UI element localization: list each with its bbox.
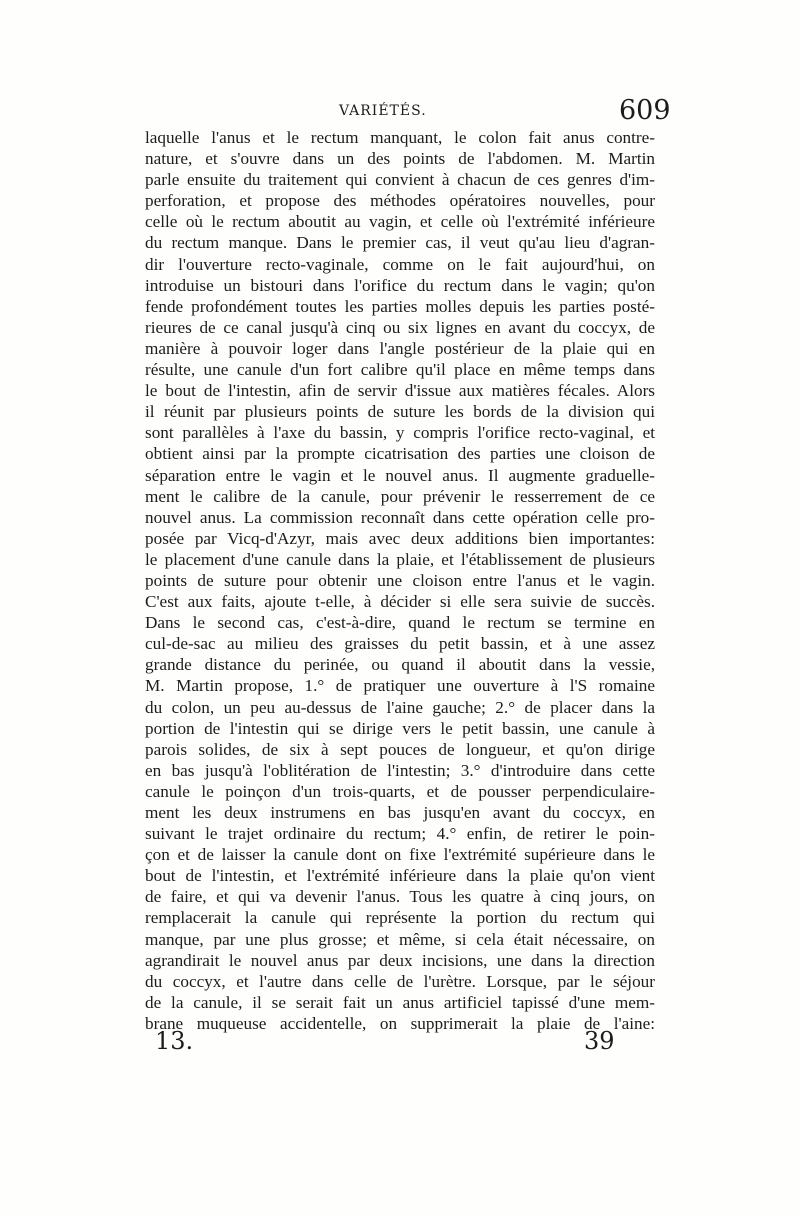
text-line: ment le calibre de la canule, pour prévenir le resserrement de ce: [145, 486, 655, 506]
body-text: [145, 127, 655, 1034]
text-line: obtient ainsi par la prompte cicatrisation des parties une cloison de: [145, 444, 655, 464]
text-line: séparation entre le vagin et le nouvel anus. Il augmente graduelle-: [145, 465, 655, 485]
text-line: fende profondément toutes les parties molles depuis les parties posté-: [145, 296, 655, 316]
text-line: cul-de-sac au milieu des graisses du petit bassin, et à une assez: [145, 634, 655, 654]
text-line: brane muqueuse accidentelle, on supprimerait la plaie de l'aine:: [145, 1013, 655, 1033]
text-line: agrandirait le nouvel anus par deux incisions, une dans la direction: [145, 950, 655, 970]
text-line: le placement d'une canule dans la plaie, et l'établissement de plusieurs: [145, 549, 655, 569]
text-line: M. Martin propose, 1.° de pratiquer une ouverture à l'S romaine: [145, 676, 655, 696]
text-line: introduise un bistouri dans l'orifice du rectum dans le vagin; qu'on: [145, 275, 655, 295]
text-line: le bout de l'intestin, afin de servir d'issue aux matières fécales. Alors: [145, 381, 655, 401]
text-line: de la canule, il se serait fait un anus artificiel tapissé d'une mem-: [145, 992, 655, 1012]
text-line: remplacerait la canule qui représente la portion du rectum qui: [145, 908, 655, 928]
text-line: laquelle l'anus et le rectum manquant, le colon fait anus contre-: [145, 128, 655, 147]
text-line: C'est aux faits, ajoute t-elle, à décider si elle sera suivie de succès.: [145, 592, 655, 612]
text-line: grande distance du perinée, ou quand il aboutit dans la vessie,: [145, 655, 655, 675]
text-line: perforation, et propose des méthodes opératoires nouvelles, pour: [145, 191, 655, 211]
text-line: de faire, et qui va devenir l'anus. Tous les quatre à cinq jours, on: [145, 887, 655, 907]
text-line: il réunit par plusieurs points de suture les bords de la division qui: [145, 402, 655, 422]
text-line: points de suture pour obtenir une cloison entre l'anus et le vagin.: [145, 570, 655, 590]
page-footer: [0, 1027, 800, 1067]
text-line: du coccyx, et l'autre dans celle de l'urètre. Lorsque, par le séjour: [145, 971, 655, 991]
text-line: celle où le rectum aboutit au vagin, et celle où l'extrémité inférieure: [145, 212, 655, 232]
running-title: VARIÉTÉS.: [339, 103, 427, 119]
text-line: bout de l'intestin, et l'extrémité inférieure dans la plaie qu'on vient: [145, 866, 655, 886]
page-number: 609: [619, 95, 671, 126]
text-line: manque, par une plus grosse; et même, si cela était nécessaire, on: [145, 929, 655, 949]
text-line: parois solides, de six à sept pouces de longueur, et qu'on dirige: [145, 739, 655, 759]
text-line: parle ensuite du traitement qui convient à chacun de ces genres d'im-: [145, 170, 655, 190]
text-line: sont parallèles à l'axe du bassin, y compris l'orifice recto-vaginal, et: [145, 423, 655, 443]
text-line: du rectum manque. Dans le premier cas, il veut qu'au lieu d'agran-: [145, 233, 655, 253]
sheet-number: 39: [584, 1027, 615, 1055]
text-line: nature, et s'ouvre dans un des points de l'abdomen. M. Martin: [145, 149, 655, 169]
text-line: en bas jusqu'à l'oblitération de l'intestin; 3.° d'introduire dans cette: [145, 760, 655, 780]
text-line: résulte, une canule d'un fort calibre qu'il place en même temps dans: [145, 360, 655, 380]
text-line: nouvel anus. La commission reconnaît dans cette opération celle pro-: [145, 507, 655, 527]
text-line: Dans le second cas, c'est-à-dire, quand le rectum se termine en: [145, 613, 655, 633]
text-line: ment les deux instrumens en bas jusqu'en avant du coccyx, en: [145, 803, 655, 822]
text-line: çon et de laisser la canule dont on fixe l'extrémité supérieure dans le: [145, 845, 655, 865]
text-line: rieures de ce canal jusqu'à cinq ou six lignes en avant du coccyx, de: [145, 317, 655, 337]
signature-mark: 13.: [155, 1027, 194, 1055]
text-line: portion de l'intestin qui se dirige vers le petit bassin, une canule à: [145, 718, 655, 738]
text-line: canule le poinçon d'un trois-quarts, et de pousser perpendiculaire-: [145, 781, 655, 801]
text-line: suivant le trajet ordinaire du rectum; 4.° enfin, de retirer le poin-: [145, 824, 655, 844]
text-line: posée par Vicq-d'Azyr, mais avec deux additions bien importantes:: [145, 528, 655, 548]
text-line: manière à pouvoir loger dans l'angle postérieur de la plaie qui en: [145, 338, 655, 358]
text-line: du colon, un peu au-dessus de l'aine gauche; 2.° de placer dans la: [145, 697, 655, 717]
text-line: dir l'ouverture recto-vaginale, comme on le fait aujourd'hui, on: [145, 254, 655, 274]
